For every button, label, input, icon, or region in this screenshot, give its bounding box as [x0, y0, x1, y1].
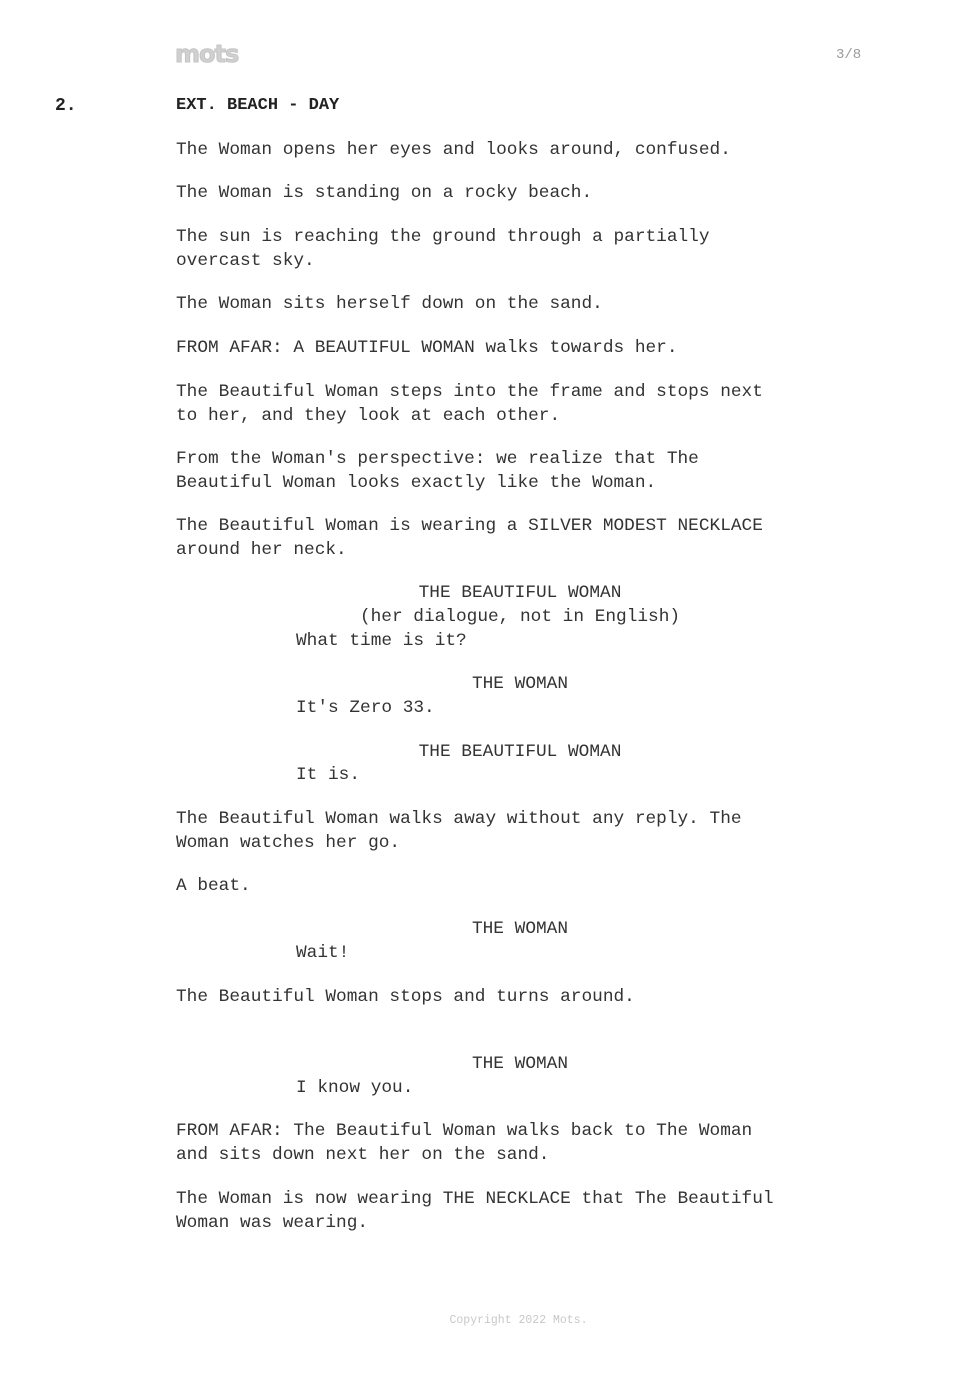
character-cue: THE WOMAN: [471, 919, 569, 939]
parenthetical: (her dialogue, not in English): [359, 607, 681, 627]
action-line: The sun is reaching the ground through a partially overcast sky.: [176, 227, 710, 271]
dialogue: Wait!: [296, 943, 350, 963]
dialogue: It's Zero 33.: [296, 698, 435, 718]
action-line: FROM AFAR: The Beautiful Woman walks back to The Woman and sits down next her on the sand.: [176, 1121, 753, 1165]
scene-heading: EXT. BEACH - DAY: [176, 96, 340, 115]
mots-logo: mots: [175, 40, 239, 68]
action-line: The Woman is now wearing THE NECKLACE that The Beautiful Woman was wearing.: [176, 1189, 774, 1233]
dialogue: It is.: [296, 765, 361, 785]
character-cue: THE WOMAN: [471, 674, 569, 694]
copyright-footer: Copyright 2022 Mots.: [449, 1314, 588, 1327]
action-line: From the Woman's perspective: we realize that The Beautiful Woman looks exactly like the Woman.: [176, 449, 699, 493]
scene-number: 2.: [55, 96, 77, 116]
dialogue: I know you.: [296, 1078, 414, 1098]
action-line: The Beautiful Woman stops and turns around.: [176, 987, 635, 1007]
action-line: The Woman sits herself down on the sand.: [176, 294, 603, 314]
action-line: The Woman is standing on a rocky beach.: [176, 183, 593, 203]
dialogue: What time is it?: [296, 631, 467, 651]
page-number: 3/8: [836, 47, 862, 63]
action-line: The Beautiful Woman is wearing a SILVER MODEST NECKLACE around her neck.: [176, 516, 763, 560]
action-line: The Woman opens her eyes and looks around, confused.: [176, 140, 731, 160]
character-cue: THE BEAUTIFUL WOMAN: [418, 742, 622, 762]
action-line: The Beautiful Woman walks away without any reply. The Woman watches her go.: [176, 809, 742, 853]
character-cue: THE WOMAN: [471, 1054, 569, 1074]
action-line: The Beautiful Woman steps into the frame and stops next to her, and they look at each other.: [176, 382, 763, 426]
action-line: A beat.: [176, 876, 251, 896]
character-cue: THE BEAUTIFUL WOMAN: [418, 583, 622, 603]
action-line: FROM AFAR: A BEAUTIFUL WOMAN walks towards her.: [176, 338, 678, 358]
